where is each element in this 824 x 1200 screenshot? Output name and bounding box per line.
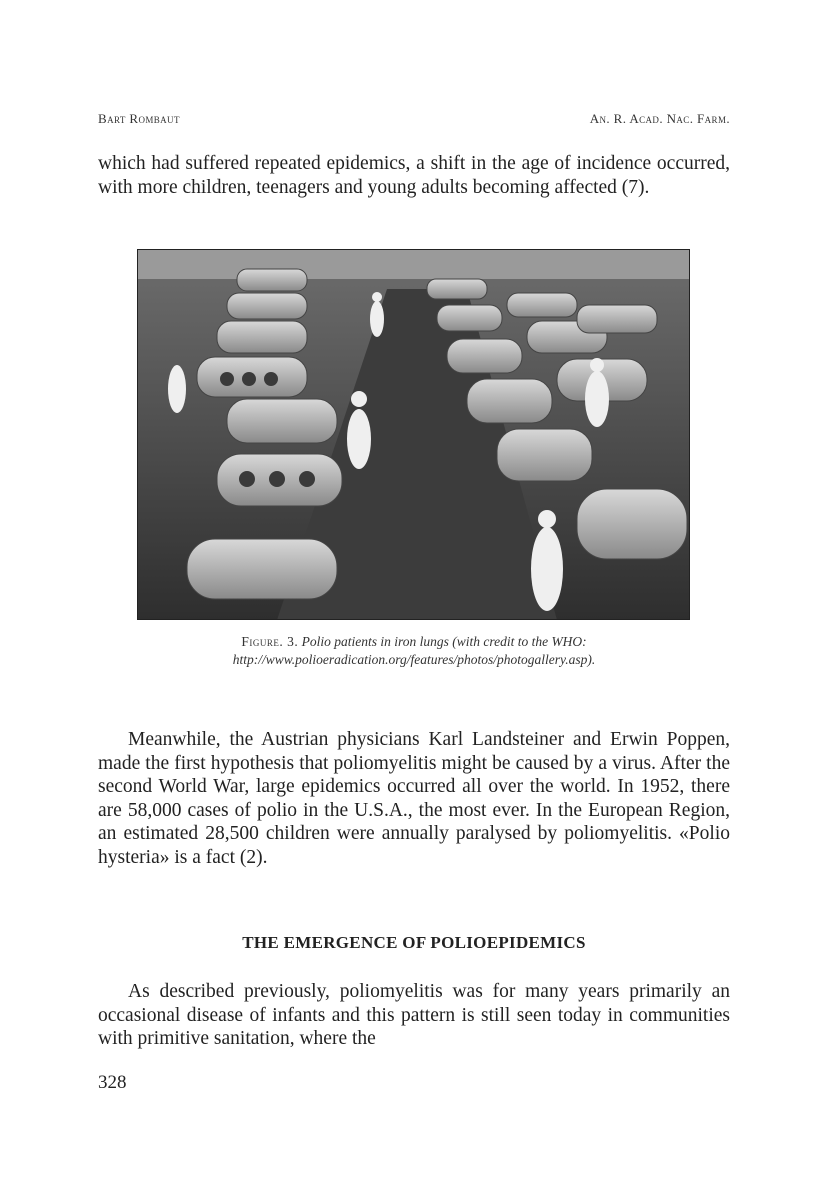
paragraph-continuation: which had suffered repeated epidemics, a shift in the age of incidence occurred, with more children, teenagers and young adults becoming affected (7). — [98, 153, 730, 198]
running-head — [98, 111, 730, 131]
iron-lungs-photo-illustration — [137, 249, 690, 620]
running-head-author: Bart Rombaut — [98, 111, 180, 126]
figure-caption-line-2: http://www.polioeradication.org/features/photos/photogallery.asp). — [232, 652, 596, 667]
running-head-journal: An. R. Acad. Nac. Farm. — [589, 111, 730, 126]
page-number: 328 — [98, 1072, 127, 1093]
figure-label: Figure. 3. — [241, 634, 299, 649]
paragraph-section-intro: As described previously, poliomyelitis was for many years primarily an occasional disease of infants and this pattern is still seen today in communities with primitive sanitation, where the — [98, 981, 730, 1049]
section-heading: THE EMERGENCE OF POLIOEPIDEMICS — [242, 933, 586, 952]
paragraph-landsteiner: Meanwhile, the Austrian physicians Karl Landsteiner and Erwin Poppen, made the first hypothesis that poliomyelitis might be caused by a virus. After the second World War, large epidemics occurred all over the world. In 1952, there are 58,000 cases of polio in the U.S.A., the most ever. In the European Region, an estimated 28,500 children were annually paralysed by poliomyelitis. «Polio hysteria» is a fact (2). — [98, 729, 730, 868]
figure-caption-line-1: Polio patients in iron lungs (with credit to the WHO: — [301, 634, 587, 649]
figure-caption — [98, 633, 730, 669]
figure-iron-lungs-photo — [137, 249, 690, 620]
